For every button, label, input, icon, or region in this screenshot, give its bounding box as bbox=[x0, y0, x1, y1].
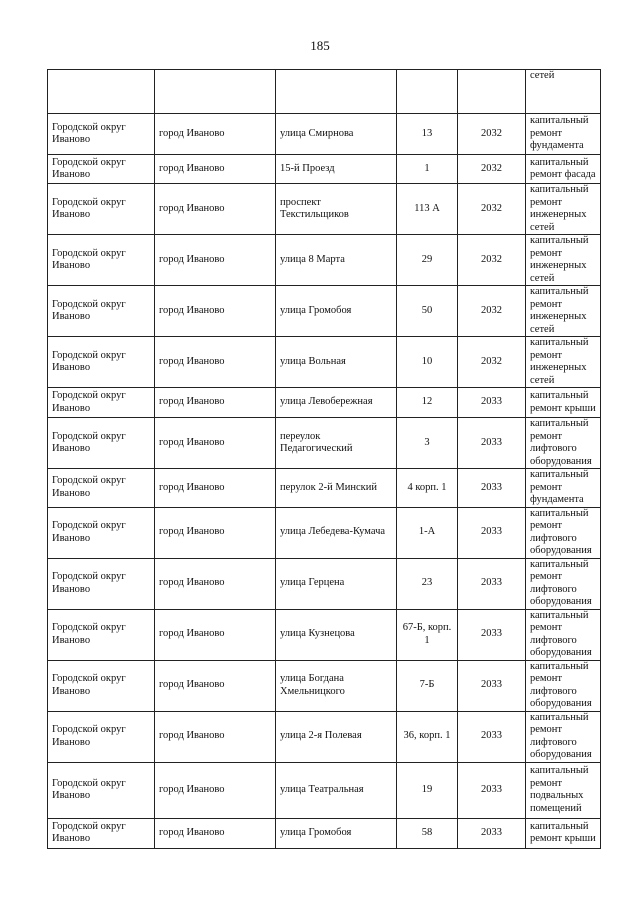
house-cell: 1 bbox=[397, 155, 458, 184]
table-row bbox=[48, 609, 601, 660]
table-row bbox=[48, 818, 601, 848]
house-cell: 67-Б, корп. 1 bbox=[397, 609, 458, 660]
house-cell: 10 bbox=[397, 337, 458, 388]
street-cell: улица Левобережная bbox=[276, 388, 397, 418]
year-cell: 2033 bbox=[458, 469, 526, 508]
district-cell: Городской округ Иваново bbox=[48, 711, 155, 762]
work-type-cell: капитальный ремонт фундамента bbox=[526, 469, 601, 508]
work-type-cell: капитальный ремонт фундамента bbox=[526, 114, 601, 155]
city-cell: город Иваново bbox=[155, 609, 276, 660]
work-type-cell: капитальный ремонт лифтового оборудования bbox=[526, 660, 601, 711]
district-cell: Городской округ Иваново bbox=[48, 337, 155, 388]
year-cell: 2032 bbox=[458, 114, 526, 155]
street-cell: улица Театральная bbox=[276, 762, 397, 818]
table-row bbox=[48, 388, 601, 418]
district-cell: Городской округ Иваново bbox=[48, 388, 155, 418]
city-cell: город Иваново bbox=[155, 711, 276, 762]
repair-schedule-table bbox=[47, 69, 601, 849]
street-cell: перулок 2-й Минский bbox=[276, 469, 397, 508]
district-cell: Городской округ Иваново bbox=[48, 155, 155, 184]
district-cell: Городской округ Иваново bbox=[48, 762, 155, 818]
street-cell: улица Богдана Хмельницкого bbox=[276, 660, 397, 711]
year-cell: 2033 bbox=[458, 558, 526, 609]
table-row bbox=[48, 418, 601, 469]
table-row bbox=[48, 184, 601, 235]
house-cell: 7-Б bbox=[397, 660, 458, 711]
house-cell: 23 bbox=[397, 558, 458, 609]
street-cell bbox=[276, 70, 397, 114]
district-cell: Городской округ Иваново bbox=[48, 558, 155, 609]
street-cell: 15-й Проезд bbox=[276, 155, 397, 184]
street-cell: улица 2-я Полевая bbox=[276, 711, 397, 762]
city-cell: город Иваново bbox=[155, 286, 276, 337]
city-cell: город Иваново bbox=[155, 660, 276, 711]
street-cell: переулок Педагогический bbox=[276, 418, 397, 469]
table-row bbox=[48, 70, 601, 114]
year-cell: 2032 bbox=[458, 337, 526, 388]
street-cell: улица Кузнецова bbox=[276, 609, 397, 660]
work-type-cell: капитальный ремонт лифтового оборудования bbox=[526, 558, 601, 609]
work-type-cell: капитальный ремонт подвальных помещений bbox=[526, 762, 601, 818]
street-cell: улица Герцена bbox=[276, 558, 397, 609]
year-cell: 2033 bbox=[458, 660, 526, 711]
district-cell: Городской округ Иваново bbox=[48, 609, 155, 660]
district-cell: Городской округ Иваново bbox=[48, 235, 155, 286]
year-cell: 2032 bbox=[458, 155, 526, 184]
district-cell: Городской округ Иваново bbox=[48, 469, 155, 508]
year-cell: 2033 bbox=[458, 418, 526, 469]
table-row bbox=[48, 114, 601, 155]
page-number: 185 bbox=[310, 38, 330, 53]
table-row bbox=[48, 155, 601, 184]
city-cell: город Иваново bbox=[155, 235, 276, 286]
year-cell: 2033 bbox=[458, 507, 526, 558]
year-cell: 2032 bbox=[458, 184, 526, 235]
street-cell: улица Громобоя bbox=[276, 818, 397, 848]
city-cell: город Иваново bbox=[155, 155, 276, 184]
year-cell: 2033 bbox=[458, 388, 526, 418]
district-cell: Городской округ Иваново bbox=[48, 184, 155, 235]
city-cell: город Иваново bbox=[155, 337, 276, 388]
work-type-cell: капитальный ремонт фасада bbox=[526, 155, 601, 184]
house-cell: 36, корп. 1 bbox=[397, 711, 458, 762]
work-type-cell: капитальный ремонт инженерных сетей bbox=[526, 184, 601, 235]
work-type-cell: капитальный ремонт инженерных сетей bbox=[526, 286, 601, 337]
year-cell: 2033 bbox=[458, 818, 526, 848]
city-cell: город Иваново bbox=[155, 762, 276, 818]
year-cell bbox=[458, 70, 526, 114]
table-row bbox=[48, 235, 601, 286]
work-type-cell: капитальный ремонт крыши bbox=[526, 818, 601, 848]
house-cell: 12 bbox=[397, 388, 458, 418]
house-cell bbox=[397, 70, 458, 114]
house-cell: 19 bbox=[397, 762, 458, 818]
year-cell: 2033 bbox=[458, 711, 526, 762]
house-cell: 29 bbox=[397, 235, 458, 286]
street-cell: проспект Текстильщиков bbox=[276, 184, 397, 235]
street-cell: улица 8 Марта bbox=[276, 235, 397, 286]
city-cell: город Иваново bbox=[155, 114, 276, 155]
work-type-cell: капитальный ремонт лифтового оборудования bbox=[526, 418, 601, 469]
year-cell: 2033 bbox=[458, 609, 526, 660]
house-cell: 4 корп. 1 bbox=[397, 469, 458, 508]
district-cell: Городской округ Иваново bbox=[48, 286, 155, 337]
district-cell: Городской округ Иваново bbox=[48, 418, 155, 469]
city-cell: город Иваново bbox=[155, 818, 276, 848]
year-cell: 2032 bbox=[458, 235, 526, 286]
street-cell: улица Вольная bbox=[276, 337, 397, 388]
table-row bbox=[48, 711, 601, 762]
table-row bbox=[48, 558, 601, 609]
table-row bbox=[48, 337, 601, 388]
district-cell bbox=[48, 70, 155, 114]
city-cell bbox=[155, 70, 276, 114]
street-cell: улица Лебедева-Кумача bbox=[276, 507, 397, 558]
table-row bbox=[48, 469, 601, 508]
house-cell: 3 bbox=[397, 418, 458, 469]
district-cell: Городской округ Иваново bbox=[48, 507, 155, 558]
table-row bbox=[48, 660, 601, 711]
street-cell: улица Громобоя bbox=[276, 286, 397, 337]
work-type-cell: капитальный ремонт лифтового оборудования bbox=[526, 609, 601, 660]
district-cell: Городской округ Иваново bbox=[48, 660, 155, 711]
district-cell: Городской округ Иваново bbox=[48, 114, 155, 155]
work-type-cell: капитальный ремонт инженерных сетей bbox=[526, 235, 601, 286]
city-cell: город Иваново bbox=[155, 469, 276, 508]
work-type-cell: капитальный ремонт крыши bbox=[526, 388, 601, 418]
house-cell: 1-А bbox=[397, 507, 458, 558]
work-type-cell: капитальный ремонт лифтового оборудования bbox=[526, 507, 601, 558]
house-cell: 50 bbox=[397, 286, 458, 337]
work-type-cell: капитальный ремонт инженерных сетей bbox=[526, 337, 601, 388]
year-cell: 2033 bbox=[458, 762, 526, 818]
city-cell: город Иваново bbox=[155, 558, 276, 609]
district-cell: Городской округ Иваново bbox=[48, 818, 155, 848]
house-cell: 58 bbox=[397, 818, 458, 848]
house-cell: 113 А bbox=[397, 184, 458, 235]
street-cell: улица Смирнова bbox=[276, 114, 397, 155]
table-row bbox=[48, 507, 601, 558]
city-cell: город Иваново bbox=[155, 507, 276, 558]
city-cell: город Иваново bbox=[155, 388, 276, 418]
table-row bbox=[48, 286, 601, 337]
table-row bbox=[48, 762, 601, 818]
house-cell: 13 bbox=[397, 114, 458, 155]
year-cell: 2032 bbox=[458, 286, 526, 337]
city-cell: город Иваново bbox=[155, 418, 276, 469]
city-cell: город Иваново bbox=[155, 184, 276, 235]
work-type-cell: сетей bbox=[526, 70, 601, 114]
work-type-cell: капитальный ремонт лифтового оборудования bbox=[526, 711, 601, 762]
